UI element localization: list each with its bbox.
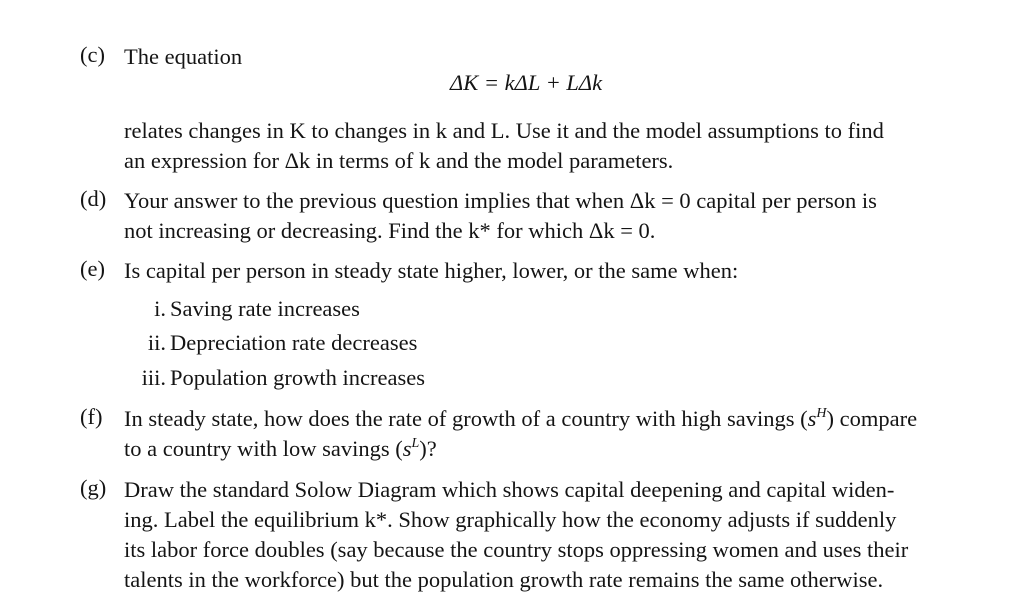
- question-c: [80, 42, 995, 72]
- question-f-line-2: to a country with low savings $(s^L)$?: [124, 436, 437, 461]
- question-e-label: (e): [80, 256, 105, 281]
- question-e: [80, 256, 995, 286]
- question-f-line-1: In steady state, how does the rate of growth of a country with high savings $(s^H)$ compare: [124, 406, 918, 431]
- equation: ΔK = kΔL + LΔk: [450, 70, 603, 95]
- question-c-intro: The equation: [124, 44, 243, 69]
- question-d: [80, 186, 995, 246]
- question-e-text: Is capital per person in steady state higher, lower, or the same when:: [124, 258, 739, 283]
- question-d-line-1: Your answer to the previous question implies that when Δk = 0 capital per person is: [124, 188, 877, 213]
- question-g: [80, 475, 995, 595]
- question-c-line-2: an expression for Δk in terms of k and the model parameters.: [124, 148, 674, 173]
- subitem-ii-num: ii.: [147, 330, 166, 355]
- question-c-text: [80, 116, 995, 176]
- subitem-iii-text: Population growth increases: [170, 365, 425, 390]
- question-f: [80, 404, 995, 464]
- question-d-label: (d): [80, 186, 107, 211]
- subitem-i-num: i.: [154, 296, 166, 321]
- question-g-line-2: ing. Label the equilibrium k*. Show graphically how the economy adjusts if suddenly: [124, 507, 897, 532]
- subitem-ii-text: Depreciation rate decreases: [170, 330, 418, 355]
- question-g-line-4: talents in the workforce) but the population growth rate remains the same otherwise.: [124, 567, 884, 592]
- question-f-label: (f): [80, 404, 103, 429]
- question-g-line-1: Draw the standard Solow Diagram which shows capital deepening and capital widen-: [124, 477, 895, 502]
- subitem-iii-num: iii.: [141, 365, 166, 390]
- question-g-line-3: its labor force doubles (say because the country stops oppressing women and uses their: [124, 537, 909, 562]
- question-g-label: (g): [80, 475, 107, 500]
- question-c-line-1: relates changes in K to changes in k and L. Use it and the model assumptions to find: [124, 118, 884, 143]
- question-d-line-2: not increasing or decreasing. Find the k* for which Δk = 0.: [124, 218, 656, 243]
- question-c-label: (c): [80, 42, 105, 67]
- subitem-i-text: Saving rate increases: [170, 296, 360, 321]
